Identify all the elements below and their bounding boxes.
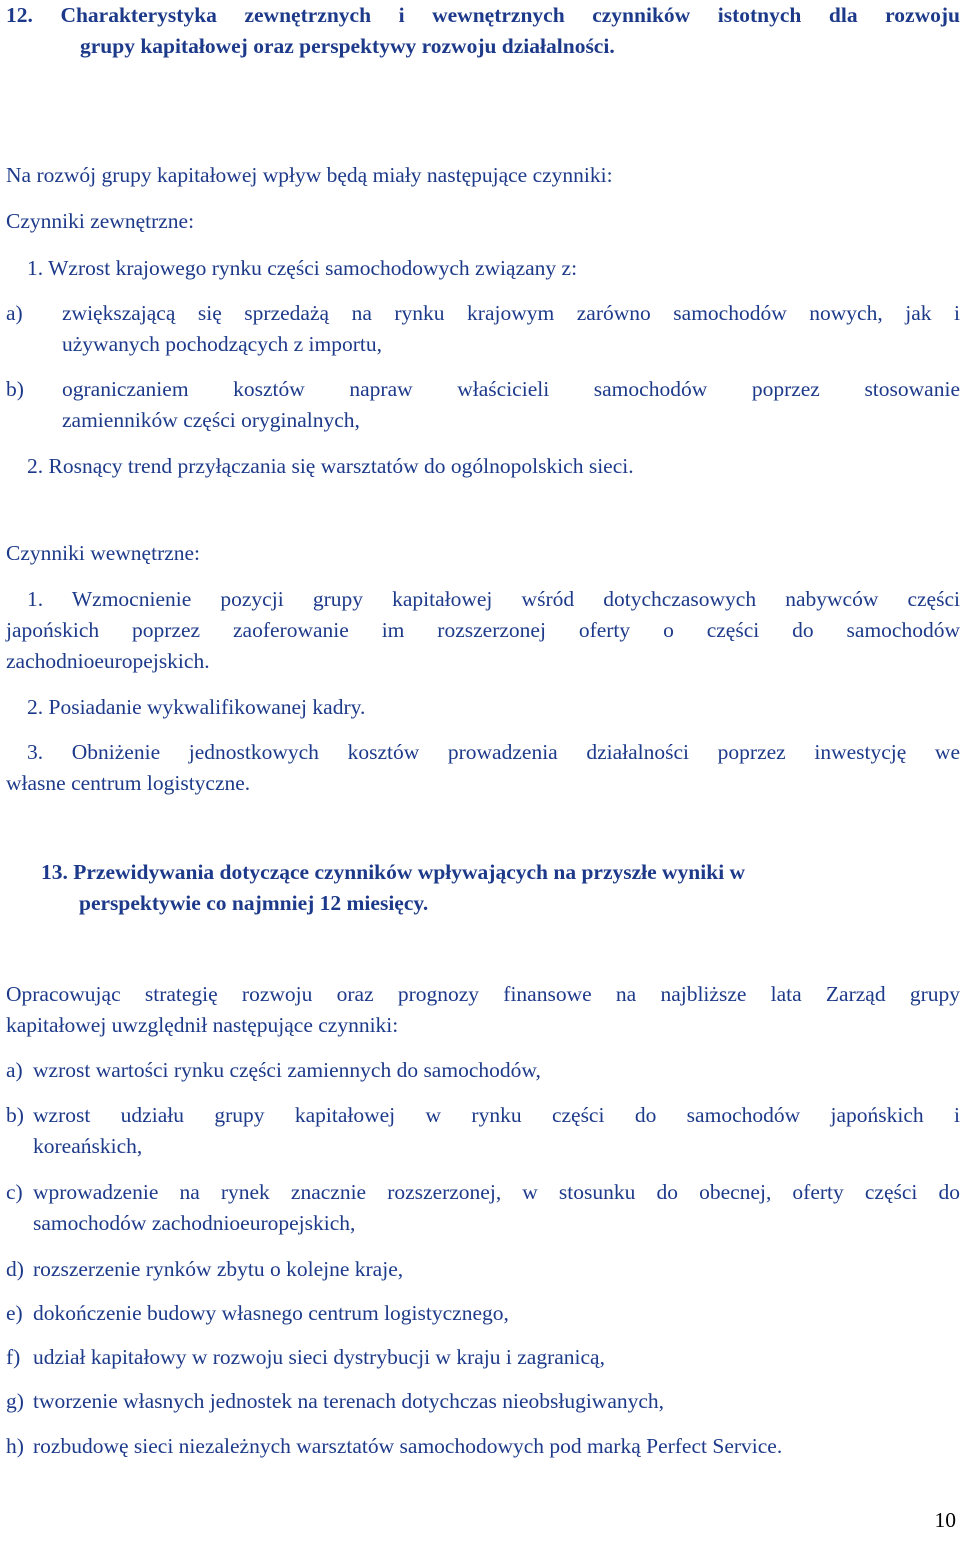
internal-item-1-line1: 1. Wzmocnienie pozycji grupy kapitałowej wśród dotychczasowych nabywców części: [27, 587, 960, 611]
list-label: e): [6, 1301, 23, 1325]
external-sub-a-line2: używanych pochodzących z importu,: [62, 332, 382, 356]
list-item-text: dokończenie budowy własnego centrum logistycznego,: [33, 1301, 509, 1325]
strategy-intro-line2: kapitałowej uwzględnił następujące czynniki:: [6, 1013, 399, 1037]
list-label: b): [6, 1103, 24, 1127]
list-item-text-line2: koreańskich,: [33, 1134, 143, 1158]
list-label: a): [6, 301, 23, 325]
list-label: c): [6, 1180, 23, 1204]
section-12-number: 12.: [6, 3, 33, 27]
list-label: h): [6, 1434, 24, 1458]
internal-item-2: 2. Posiadanie wykwalifikowanej kadry.: [27, 695, 366, 719]
list-label: a): [6, 1058, 23, 1082]
strategy-item-g: [6, 1386, 960, 1417]
list-item-text: rozszerzenie rynków zbytu o kolejne kraje,: [33, 1257, 404, 1281]
list-item-text: wzrost wartości rynku części zamiennych do samochodów,: [33, 1058, 541, 1082]
strategy-item-e: [6, 1298, 960, 1329]
strategy-item-d: [6, 1254, 960, 1285]
section-13-heading: [41, 857, 960, 919]
external-sub-a: [6, 298, 960, 360]
list-label: g): [6, 1389, 24, 1413]
internal-item-1: [6, 584, 960, 677]
list-item-text: rozbudowę sieci niezależnych warsztatów samochodowych pod marką Perfect Service.: [33, 1434, 783, 1458]
strategy-item-c: [6, 1177, 960, 1239]
internal-item-1-line2: japońskich poprzez zaoferowanie im rozszerzonej oferty o części do samochodów: [6, 618, 960, 642]
internal-item-1-line3: zachodnioeuropejskich.: [6, 649, 210, 673]
internal-item-3-line2: własne centrum logistyczne.: [6, 771, 251, 795]
external-sub-b-line1: ograniczaniem kosztów napraw właścicieli samochodów poprzez stosowanie: [62, 377, 960, 401]
intro-text: Na rozwój grupy kapitałowej wpływ będą miały następujące czynniki:: [6, 163, 613, 187]
section-13-number: 13.: [41, 860, 68, 884]
list-item-text: wprowadzenie na rynek znacznie rozszerzonej, w stosunku do obecnej, oferty części do: [33, 1180, 960, 1204]
strategy-intro: [6, 979, 960, 1041]
list-label: d): [6, 1257, 24, 1281]
internal-item-3-line1: 3. Obniżenie jednostkowych kosztów prowadzenia działalności poprzez inwestycję we: [27, 740, 960, 764]
strategy-item-f: [6, 1342, 960, 1373]
strategy-intro-line1: Opracowując strategię rozwoju oraz prognozy finansowe na najbliższe lata Zarząd grupy: [6, 982, 960, 1006]
list-item-text-line2: samochodów zachodnioeuropejskich,: [33, 1211, 356, 1235]
page-number: 10: [934, 1508, 956, 1532]
list-label: f): [6, 1345, 21, 1369]
list-label: b): [6, 377, 24, 401]
strategy-item-b: [6, 1100, 960, 1162]
section-13-title-line2: perspektywie co najmniej 12 miesięcy.: [79, 891, 429, 915]
section-12-heading: [6, 0, 960, 62]
external-sub-b-line2: zamienników części oryginalnych,: [62, 408, 360, 432]
section-13-title-line1: 13. Przewidywania dotyczące czynników wpływających na przyszłe wyniki w: [41, 860, 746, 884]
strategy-item-a: [6, 1055, 960, 1086]
external-factors-heading: Czynniki zewnętrzne:: [6, 209, 195, 233]
list-item-text: udział kapitałowy w rozwoju sieci dystrybucji w kraju i zagranicą,: [33, 1345, 605, 1369]
section-12-title-line1: 12. Charakterystyka zewnętrznych i wewnętrznych czynników istotnych dla rozwoju: [6, 3, 960, 27]
external-sub-a-line1: zwiększającą się sprzedażą na rynku krajowym zarówno samochodów nowych, jak i: [62, 301, 960, 325]
section-12-title-line2: grupy kapitałowej oraz perspektywy rozwoju działalności.: [80, 34, 615, 58]
external-item-2: 2. Rosnący trend przyłączania się warsztatów do ogólnopolskich sieci.: [27, 454, 634, 478]
internal-item-3: [6, 737, 960, 799]
external-sub-b: [6, 374, 960, 436]
external-item-1: 1. Wzrost krajowego rynku części samochodowych związany z:: [27, 256, 578, 280]
strategy-item-h: [6, 1431, 960, 1462]
internal-factors-heading: Czynniki wewnętrzne:: [6, 541, 201, 565]
list-item-text: tworzenie własnych jednostek na terenach dotychczas nieobsługiwanych,: [33, 1389, 665, 1413]
list-item-text: wzrost udziału grupy kapitałowej w rynku części do samochodów japońskich i: [33, 1103, 960, 1127]
